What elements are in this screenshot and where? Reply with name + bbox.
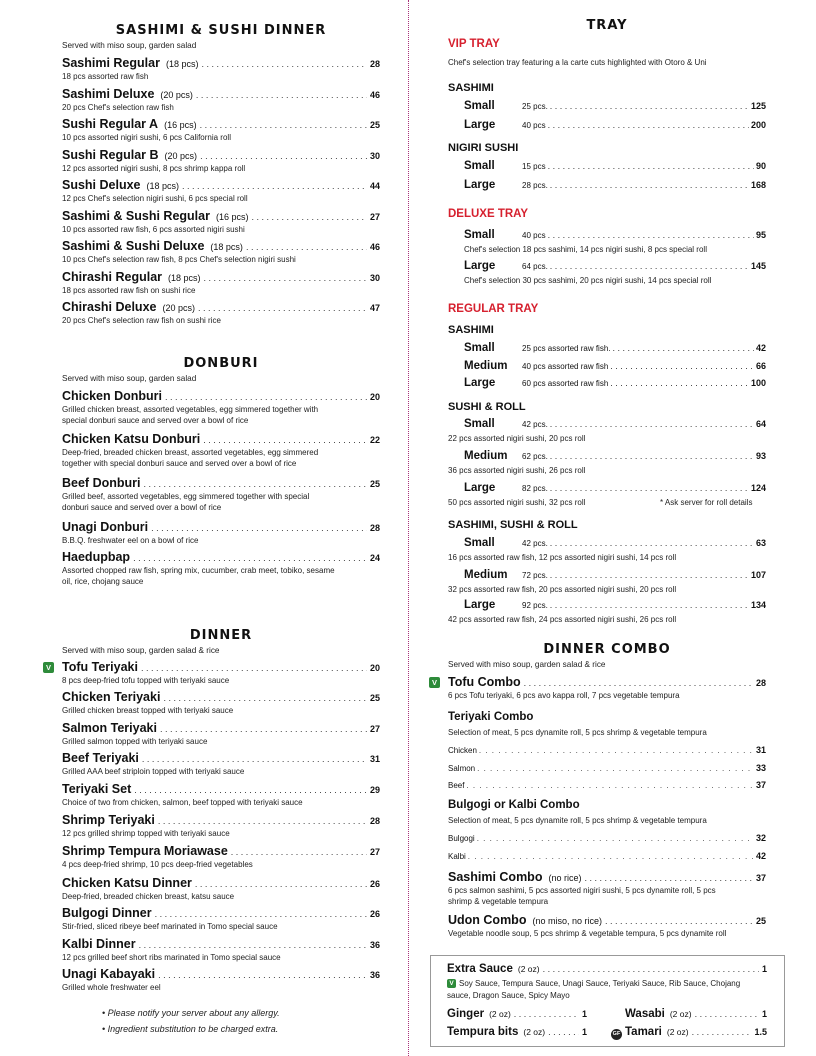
item-price: 37 bbox=[755, 873, 766, 883]
size-row bbox=[464, 377, 766, 389]
size-desc: Chef's selection 30 pcs sashimi, 20 pcs nigiri sushi, 14 pcs special roll bbox=[464, 276, 712, 285]
dinner-combo-title: DINNER COMBO bbox=[543, 642, 671, 657]
extra-name: Ginger bbox=[447, 1008, 485, 1020]
extra-row bbox=[611, 1026, 767, 1040]
menu-item bbox=[62, 178, 380, 204]
option-price: 32 bbox=[755, 833, 766, 843]
size-label: Large bbox=[464, 599, 496, 611]
size-row bbox=[464, 450, 766, 462]
item-price: 29 bbox=[369, 785, 380, 795]
item-name: Shrimp Teriyaki bbox=[62, 813, 155, 827]
extras-box bbox=[430, 955, 785, 1047]
size-row bbox=[464, 342, 766, 354]
size-label: Medium bbox=[464, 360, 508, 372]
regular-sashimi-head: SASHIMI bbox=[448, 324, 494, 336]
size-price: 66 bbox=[755, 361, 766, 371]
item-price: 25 bbox=[755, 916, 766, 926]
vegan-badge-icon: V bbox=[447, 979, 456, 988]
sashimi-sushi-subtitle: Served with miso soup, garden salad bbox=[62, 41, 197, 50]
extra-qty: (2 oz) bbox=[669, 1009, 692, 1019]
extra-sauce-row bbox=[447, 963, 767, 975]
size-row bbox=[464, 360, 766, 372]
item-name: Chicken Teriyaki bbox=[62, 690, 161, 704]
option-price: 37 bbox=[755, 780, 766, 790]
item-desc: 4 pcs deep-fried shrimp, 10 pcs deep-fried vegetables bbox=[62, 860, 253, 869]
item-desc: Grilled AAA beef striploin topped with teriyaki sauce bbox=[62, 767, 245, 776]
item-desc: 12 pcs assorted nigiri sushi, 8 pcs shrimp kappa roll bbox=[62, 164, 246, 173]
item-name: Salmon Teriyaki bbox=[62, 721, 157, 735]
item-qty: (16 pcs) bbox=[215, 212, 249, 222]
item-name: Sashimi Combo bbox=[448, 870, 543, 884]
size-label: Small bbox=[464, 160, 495, 172]
menu-item bbox=[62, 432, 380, 469]
menu-item bbox=[62, 117, 380, 143]
item-desc: 8 pcs deep-fried tofu topped with teriyaki sauce bbox=[62, 676, 230, 685]
item-price: 27 bbox=[369, 212, 380, 222]
combo-option bbox=[448, 780, 766, 790]
dinner-title: DINNER bbox=[189, 628, 253, 643]
item-qty: (20 pcs) bbox=[164, 151, 198, 161]
size-desc: Chef's selection 18 pcs sashimi, 14 pcs nigiri sushi, 8 pcs special roll bbox=[464, 245, 707, 254]
option-price: 42 bbox=[755, 851, 766, 861]
option-name: Salmon bbox=[448, 764, 476, 773]
item-qty: (20 pcs) bbox=[162, 303, 195, 313]
size-desc: 50 pcs assorted nigiri sushi, 32 pcs roll bbox=[448, 498, 586, 507]
teriyaki-combo-desc: Selection of meat, 5 pcs dynamite roll, 5 pcs shrimp & vegetable tempura bbox=[448, 728, 707, 737]
item-desc: 6 pcs salmon sashimi, 5 pcs assorted nigiri sushi, 5 pcs dynamite roll, 5 pcs shrimp & vegetable tempura bbox=[448, 886, 716, 906]
item-price: 26 bbox=[369, 879, 380, 889]
size-count: 28 pcs. bbox=[522, 181, 548, 190]
size-label: Large bbox=[464, 482, 496, 494]
menu-item bbox=[62, 550, 380, 587]
item-price: 28 bbox=[369, 523, 380, 533]
size-label: Medium bbox=[464, 569, 508, 581]
item-desc: 6 pcs Tofu teriyaki, 6 pcs avo kappa roll, 7 pcs vegetable tempura bbox=[448, 691, 680, 700]
size-count: 15 pcs bbox=[522, 162, 546, 171]
size-desc: 22 pcs assorted nigiri sushi, 20 pcs roll bbox=[448, 434, 586, 443]
item-desc: Grilled chicken breast, assorted vegetables, egg simmered together with special donburi sauce and served over a bowl of rice bbox=[62, 405, 319, 425]
size-price: 168 bbox=[750, 180, 766, 190]
menu-item bbox=[62, 87, 380, 113]
size-price: 100 bbox=[750, 378, 766, 388]
menu-item bbox=[62, 782, 380, 808]
vegan-badge-icon: V bbox=[429, 677, 440, 688]
item-desc: 10 pcs Chef's selection raw fish, 8 pcs Chef's selection nigiri sushi bbox=[62, 255, 296, 264]
size-count: 82 pcs. bbox=[522, 484, 548, 493]
menu-item bbox=[62, 844, 380, 870]
bulgogi-combo-head: Bulgogi or Kalbi Combo bbox=[448, 799, 580, 811]
size-label: Small bbox=[464, 342, 495, 354]
item-name: Teriyaki Set bbox=[62, 782, 132, 796]
allergy-note: • Please notify your server about any allergy. bbox=[102, 1008, 280, 1018]
menu-item bbox=[62, 751, 380, 777]
item-name: Haedupbap bbox=[62, 550, 131, 564]
menu-item bbox=[448, 913, 766, 939]
item-price: 27 bbox=[369, 847, 380, 857]
size-count: 72 pcs. bbox=[522, 571, 548, 580]
combo-option bbox=[448, 851, 766, 861]
size-label: Medium bbox=[464, 450, 508, 462]
extra-price: 1 bbox=[581, 1009, 587, 1019]
size-row bbox=[464, 537, 766, 549]
vip-nigiri-head: NIGIRI SUSHI bbox=[448, 142, 519, 154]
item-price: 28 bbox=[369, 59, 380, 69]
column-divider bbox=[408, 0, 409, 1056]
item-name: Sushi Regular A bbox=[62, 117, 159, 131]
extra-row bbox=[447, 1008, 587, 1020]
donburi-title: DONBURI bbox=[183, 356, 259, 371]
item-price: 28 bbox=[755, 678, 766, 688]
item-qty: (18 pcs) bbox=[165, 59, 199, 69]
item-desc: Deep-fried, breaded chicken breast, katsu sauce bbox=[62, 892, 235, 901]
size-count: 92 pcs. bbox=[522, 601, 548, 610]
size-price: 93 bbox=[755, 451, 766, 461]
item-desc: 12 pcs grilled beef short ribs marinated in Tomo special sauce bbox=[62, 953, 281, 962]
extra-price: 1.5 bbox=[754, 1027, 767, 1037]
option-price: 31 bbox=[755, 745, 766, 755]
extra-price: 1 bbox=[761, 1009, 767, 1019]
size-desc-row bbox=[448, 498, 766, 507]
item-price: 46 bbox=[369, 90, 380, 100]
size-count: 25 pcs assorted raw fish. bbox=[522, 344, 611, 353]
vip-tray-desc: Chef's selection tray featuring a la carte cuts highlighted with Otoro & Uni bbox=[448, 58, 707, 67]
tray-title: TRAY bbox=[586, 18, 628, 33]
item-name: Sashimi & Sushi Regular bbox=[62, 209, 210, 223]
size-row bbox=[464, 100, 766, 112]
size-row bbox=[464, 418, 766, 430]
item-desc: 12 pcs grilled shrimp topped with teriyaki sauce bbox=[62, 829, 230, 838]
menu-item bbox=[62, 209, 380, 235]
size-desc: 42 pcs assorted raw fish, 24 pcs assorted nigiri sushi, 26 pcs roll bbox=[448, 615, 677, 624]
item-desc: Grilled whole freshwater eel bbox=[62, 983, 161, 992]
option-name: Beef bbox=[448, 781, 465, 790]
item-name: Sashimi & Sushi Deluxe bbox=[62, 239, 205, 253]
item-name: Unagi Donburi bbox=[62, 520, 149, 534]
extra-qty: (2 oz) bbox=[517, 964, 540, 974]
substitution-note: • Ingredient substitution to be charged extra. bbox=[102, 1024, 279, 1034]
extra-qty: (2 oz) bbox=[523, 1027, 546, 1037]
item-name: Chirashi Deluxe bbox=[62, 300, 157, 314]
item-name: Sashimi Deluxe bbox=[62, 87, 155, 101]
item-name: Kalbi Dinner bbox=[62, 937, 136, 951]
size-row bbox=[464, 160, 766, 172]
item-price: 25 bbox=[369, 479, 380, 489]
size-price: 145 bbox=[750, 261, 766, 271]
item-desc: Vegetable noodle soup, 5 pcs shrimp & vegetable tempura, 5 pcs dynamite roll bbox=[448, 929, 727, 938]
item-desc: 18 pcs assorted raw fish on sushi rice bbox=[62, 286, 196, 295]
size-label: Large bbox=[464, 260, 496, 272]
item-price: 26 bbox=[369, 909, 380, 919]
item-price: 27 bbox=[369, 724, 380, 734]
item-desc: Grilled salmon topped with teriyaki sauce bbox=[62, 737, 208, 746]
menu-item bbox=[62, 389, 380, 426]
option-name: Bulgogi bbox=[448, 834, 475, 843]
size-label: Small bbox=[464, 229, 495, 241]
item-name: Sushi Regular B bbox=[62, 148, 159, 162]
item-price: 36 bbox=[369, 970, 380, 980]
size-price: 42 bbox=[755, 343, 766, 353]
gluten-free-badge-icon: GF bbox=[611, 1029, 622, 1040]
menu-item bbox=[62, 721, 380, 747]
option-name: Chicken bbox=[448, 746, 477, 755]
size-count: 25 pcs. bbox=[522, 102, 548, 111]
item-desc: Choice of two from chicken, salmon, beef topped with teriyaki sauce bbox=[62, 798, 303, 807]
size-count: 40 pcs bbox=[522, 231, 546, 240]
item-name: Sashimi Regular bbox=[62, 56, 160, 70]
extra-name: Tamari bbox=[625, 1026, 662, 1038]
size-row bbox=[464, 179, 766, 191]
bulgogi-combo-desc: Selection of meat, 5 pcs dynamite roll, 5 pcs shrimp & vegetable tempura bbox=[448, 816, 707, 825]
extra-qty: (2 oz) bbox=[489, 1009, 511, 1019]
item-price: 30 bbox=[369, 273, 380, 283]
extra-row bbox=[625, 1008, 767, 1020]
regular-combo-head: SASHIMI, SUSHI & ROLL bbox=[448, 519, 578, 531]
item-qty: (16 pcs) bbox=[164, 120, 197, 130]
item-name: Beef Donburi bbox=[62, 476, 141, 490]
size-count: 40 pcs assorted raw fish bbox=[522, 362, 609, 371]
size-price: 64 bbox=[755, 419, 766, 429]
item-qty: (no miso, no rice) bbox=[532, 916, 602, 926]
size-label: Large bbox=[464, 119, 496, 131]
size-row bbox=[464, 260, 766, 272]
menu-item bbox=[448, 870, 766, 907]
size-label: Small bbox=[464, 537, 495, 549]
item-price: 24 bbox=[369, 553, 380, 563]
size-desc: 36 pcs assorted nigiri sushi, 26 pcs roll bbox=[448, 466, 586, 475]
size-price: 95 bbox=[755, 230, 766, 240]
menu-item bbox=[62, 148, 380, 174]
menu-item bbox=[62, 520, 380, 546]
item-price: 47 bbox=[369, 303, 380, 313]
size-price: 134 bbox=[750, 600, 766, 610]
item-desc: 10 pcs assorted nigiri sushi, 6 pcs California roll bbox=[62, 133, 231, 142]
teriyaki-combo-head: Teriyaki Combo bbox=[448, 711, 534, 723]
item-price: 46 bbox=[369, 242, 380, 252]
item-price: 36 bbox=[369, 940, 380, 950]
item-name: Bulgogi Dinner bbox=[62, 906, 152, 920]
size-count: 40 pcs bbox=[522, 121, 546, 130]
item-desc: Deep-fried, breaded chicken breast, assorted vegetables, egg simmered together with special donburi sauce and served over a bowl of rice bbox=[62, 448, 319, 468]
extra-name: Wasabi bbox=[625, 1008, 665, 1020]
size-label: Large bbox=[464, 377, 496, 389]
item-desc: 20 pcs Chef's selection raw fish on sushi rice bbox=[62, 316, 221, 325]
menu-item bbox=[62, 239, 380, 265]
item-desc: Grilled beef, assorted vegetables, egg simmered together with special donburi sauce and served over a bowl of rice bbox=[62, 492, 310, 512]
size-row bbox=[464, 119, 766, 131]
sashimi-sushi-title: SASHIMI & SUSHI DINNER bbox=[115, 23, 327, 38]
menu-item bbox=[62, 906, 380, 932]
item-price: 31 bbox=[369, 754, 380, 764]
item-qty: (no rice) bbox=[548, 873, 582, 883]
size-label: Small bbox=[464, 418, 495, 430]
extra-name: Tempura bits bbox=[447, 1026, 519, 1038]
size-price: 90 bbox=[755, 161, 766, 171]
extra-sauce-desc: Soy Sauce, Tempura Sauce, Unagi Sauce, Teriyaki Sauce, Rib Sauce, Chojang sauce, Dragon Sauce, Spicy Mayo bbox=[447, 979, 741, 1000]
menu-item bbox=[62, 967, 380, 993]
item-desc: Grilled chicken breast topped with teriyaki sauce bbox=[62, 706, 234, 715]
item-price: 22 bbox=[369, 435, 380, 445]
item-price: 20 bbox=[369, 392, 380, 402]
size-count: 42 pcs. bbox=[522, 420, 548, 429]
item-price: 25 bbox=[369, 693, 380, 703]
combo-option bbox=[448, 763, 766, 773]
item-desc: 12 pcs Chef's selection nigiri sushi, 6 pcs special roll bbox=[62, 194, 248, 203]
item-price: 44 bbox=[369, 181, 380, 191]
item-desc: 18 pcs assorted raw fish bbox=[62, 72, 149, 81]
item-price: 20 bbox=[369, 663, 380, 673]
item-name: Chirashi Regular bbox=[62, 270, 163, 284]
size-price: 125 bbox=[750, 101, 766, 111]
regular-tray-title: REGULAR TRAY bbox=[448, 303, 539, 315]
menu-item bbox=[45, 660, 380, 686]
size-price: 63 bbox=[755, 538, 766, 548]
size-count: 42 pcs. bbox=[522, 539, 548, 548]
size-row bbox=[464, 229, 766, 241]
item-qty: (20 pcs) bbox=[160, 90, 193, 100]
size-price: 124 bbox=[750, 483, 766, 493]
item-name: Shrimp Tempura Moriawase bbox=[62, 844, 228, 858]
donburi-subtitle: Served with miso soup, garden salad bbox=[62, 374, 197, 383]
item-desc: 10 pcs assorted raw fish, 6 pcs assorted nigiri sushi bbox=[62, 225, 245, 234]
option-name: Kalbi bbox=[448, 852, 466, 861]
size-row bbox=[464, 482, 766, 494]
item-price: 25 bbox=[369, 120, 380, 130]
menu-item bbox=[62, 937, 380, 963]
item-desc: B.B.Q. freshwater eel on a bowl of rice bbox=[62, 536, 199, 545]
item-name: Chicken Donburi bbox=[62, 389, 163, 403]
menu-item bbox=[62, 300, 380, 326]
menu-item bbox=[62, 876, 380, 902]
item-name: Tofu Combo bbox=[448, 675, 521, 689]
menu-item bbox=[431, 675, 766, 701]
size-label: Large bbox=[464, 179, 496, 191]
extra-sauce-desc-wrap bbox=[447, 978, 747, 1002]
item-price: 28 bbox=[369, 816, 380, 826]
vip-tray-title: VIP TRAY bbox=[448, 38, 500, 50]
size-desc: 32 pcs assorted raw fish, 20 pcs assorted nigiri sushi, 20 pcs roll bbox=[448, 585, 677, 594]
item-name: Chicken Katsu Dinner bbox=[62, 876, 192, 890]
item-price: 30 bbox=[369, 151, 380, 161]
menu-item bbox=[62, 56, 380, 82]
extra-row bbox=[447, 1026, 587, 1038]
size-row bbox=[464, 599, 766, 611]
deluxe-tray-title: DELUXE TRAY bbox=[448, 208, 529, 220]
item-name: Sushi Deluxe bbox=[62, 178, 141, 192]
menu-item bbox=[62, 270, 380, 296]
item-qty: (18 pcs) bbox=[168, 273, 201, 283]
item-qty: (18 pcs) bbox=[210, 242, 243, 252]
item-desc: Assorted chopped raw fish, spring mix, cucumber, crab meet, tobiko, sesame oil, rice, chojang sauce bbox=[62, 566, 335, 586]
dinner-combo-subtitle: Served with miso soup, garden salad & rice bbox=[448, 660, 606, 669]
size-count: 62 pcs. bbox=[522, 452, 548, 461]
size-count: 60 pcs assorted raw fish bbox=[522, 379, 609, 388]
dinner-subtitle: Served with miso soup, garden salad & rice bbox=[62, 646, 220, 655]
size-row bbox=[464, 569, 766, 581]
item-qty: (18 pcs) bbox=[146, 181, 180, 191]
item-name: Unagi Kabayaki bbox=[62, 967, 156, 981]
combo-option bbox=[448, 745, 766, 755]
size-label: Small bbox=[464, 100, 495, 112]
size-count: 64 pcs. bbox=[522, 262, 548, 271]
extra-price: 1 bbox=[581, 1027, 587, 1037]
option-price: 33 bbox=[755, 763, 766, 773]
item-name: Chicken Katsu Donburi bbox=[62, 432, 201, 446]
menu-item bbox=[62, 690, 380, 716]
extra-price: 1 bbox=[761, 964, 767, 974]
roll-details-note: * Ask server for roll details bbox=[660, 498, 753, 507]
item-desc: 20 pcs Chef's selection raw fish bbox=[62, 103, 174, 112]
size-price: 200 bbox=[750, 120, 766, 130]
item-name: Beef Teriyaki bbox=[62, 751, 139, 765]
menu-item bbox=[62, 813, 380, 839]
combo-option bbox=[448, 833, 766, 843]
vip-sashimi-head: SASHIMI bbox=[448, 82, 494, 94]
item-desc: Stir-fried, sliced ribeye beef marinated in Tomo special sauce bbox=[62, 922, 278, 931]
extra-qty: (2 oz) bbox=[666, 1027, 689, 1037]
item-name: Udon Combo bbox=[448, 913, 527, 927]
item-name: Tofu Teriyaki bbox=[62, 660, 138, 674]
size-price: 107 bbox=[750, 570, 766, 580]
menu-item bbox=[62, 476, 380, 513]
regular-sushi-roll-head: SUSHI & ROLL bbox=[448, 401, 526, 413]
extra-name: Extra Sauce bbox=[447, 963, 513, 975]
size-desc: 16 pcs assorted raw fish, 12 pcs assorted nigiri sushi, 14 pcs roll bbox=[448, 553, 677, 562]
vegan-badge-icon: V bbox=[43, 662, 54, 673]
